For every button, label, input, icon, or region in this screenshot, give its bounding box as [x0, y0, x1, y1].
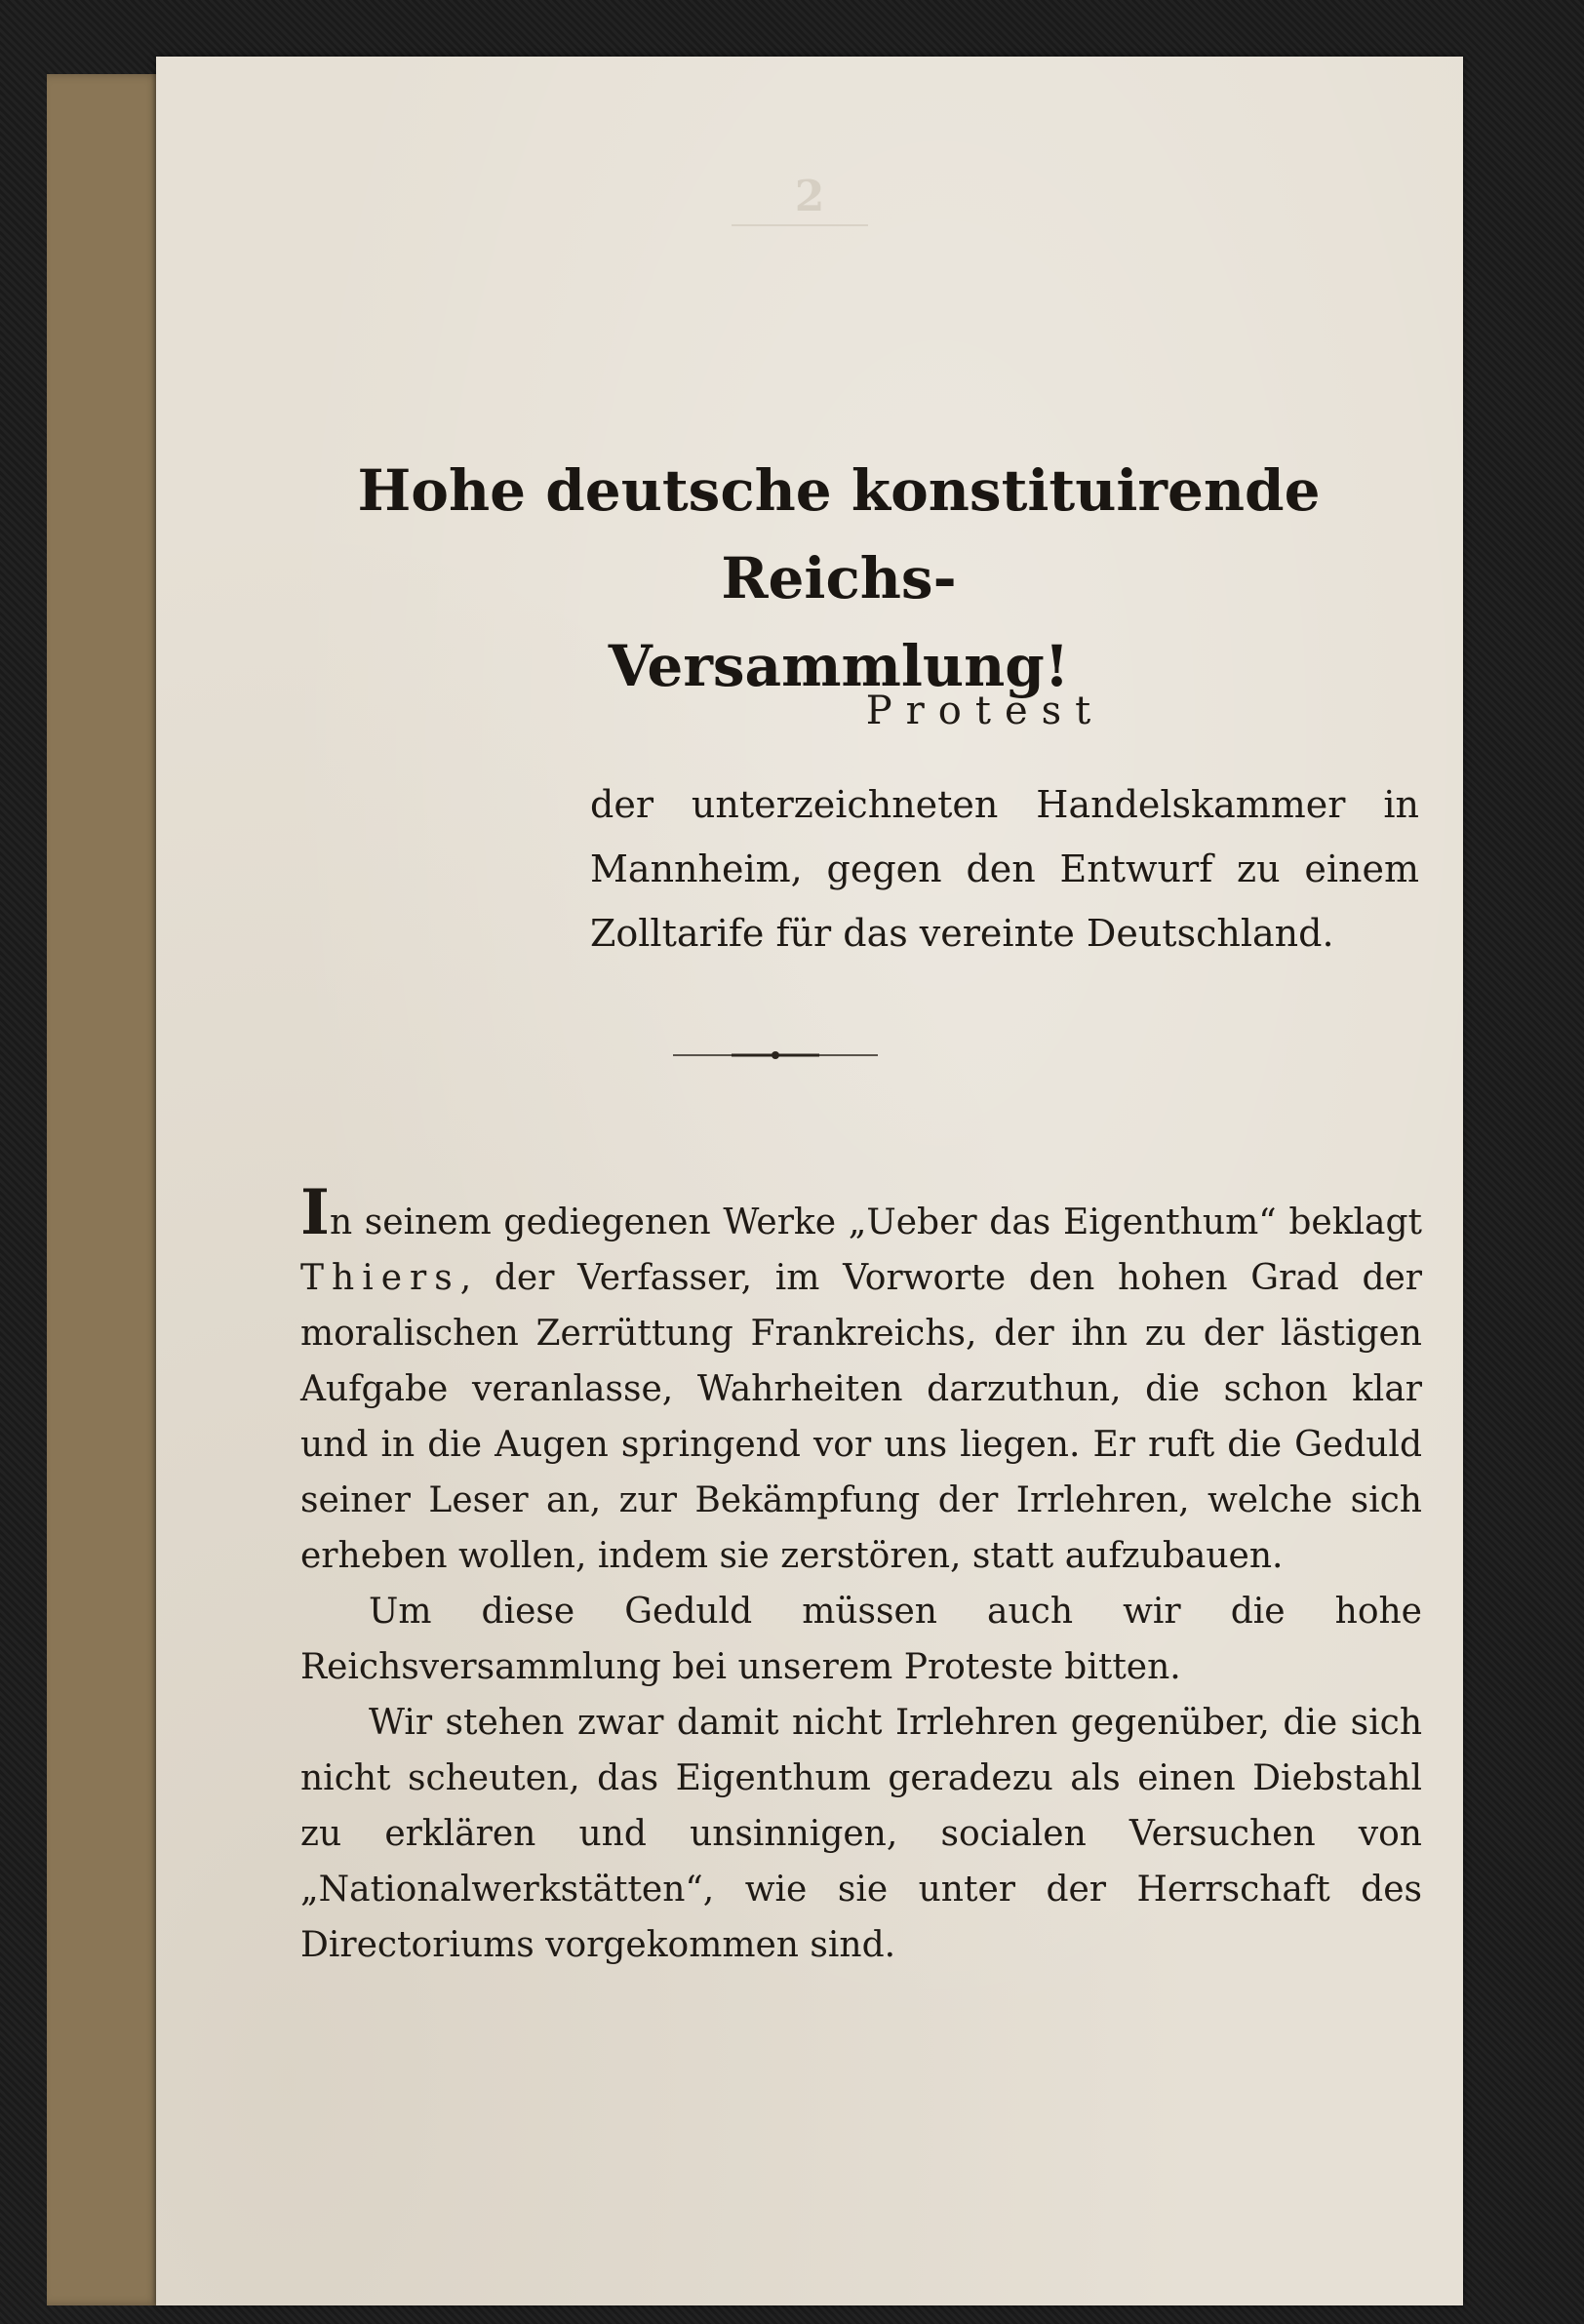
- document-heading: [302, 447, 1375, 710]
- paragraph-1: [300, 1176, 1422, 1584]
- body-text: [300, 1176, 1422, 1973]
- heading-line-1: Hohe deutsche konstituirende Reichs-: [357, 457, 1321, 611]
- drop-cap: I: [300, 1176, 330, 1249]
- ornamental-divider: [673, 1045, 878, 1065]
- heading-line-2: Versammlung!: [608, 633, 1070, 699]
- paragraph-1-part-1: n seinem gediegenen Werke „Ueber das Eigenthum“ beklagt: [329, 1202, 1422, 1242]
- protest-subtitle: der unterzeichneten Handelskammer in Mannheim, gegen den Entwurf zu einem Zolltarife für das vereinte Deutschland.: [590, 783, 1419, 955]
- book-binding-strip: [47, 74, 162, 2305]
- document-page: [156, 57, 1463, 2305]
- paragraph-1-part-2: , der Verfasser, im Vorworte den hohen Grad der moralischen Zerrüttung Frankreichs, der ihn zu der lästigen Aufgabe veranlasse, Wahrheiten darzuthun, die schon klar und in die Augen springend vor uns liegen. Er ruft die Geduld seiner Leser an, zur Bekämpfung der Irrlehren, welche sich erheben wollen, indem sie zerstören, statt aufzubauen.: [300, 1258, 1422, 1576]
- page-number-rule: [732, 224, 868, 226]
- paragraph-3: Wir stehen zwar damit nicht Irrlehren gegenüber, die sich nicht scheuten, das Eigenthum geradezu als einen Diebstahl zu erklären und unsinnigen, socialen Versuchen von „Nationalwerkstätten“, wie sie unter der Herrschaft des Directoriums vorgekommen sind.: [300, 1703, 1422, 1965]
- protest-title: Protest: [865, 689, 1105, 733]
- author-name: Thiers: [300, 1258, 460, 1298]
- paragraph-2: Um diese Geduld müssen auch wir die hohe Reichsversammlung bei unserem Proteste bitten.: [300, 1592, 1422, 1687]
- page-number: 2: [794, 172, 825, 221]
